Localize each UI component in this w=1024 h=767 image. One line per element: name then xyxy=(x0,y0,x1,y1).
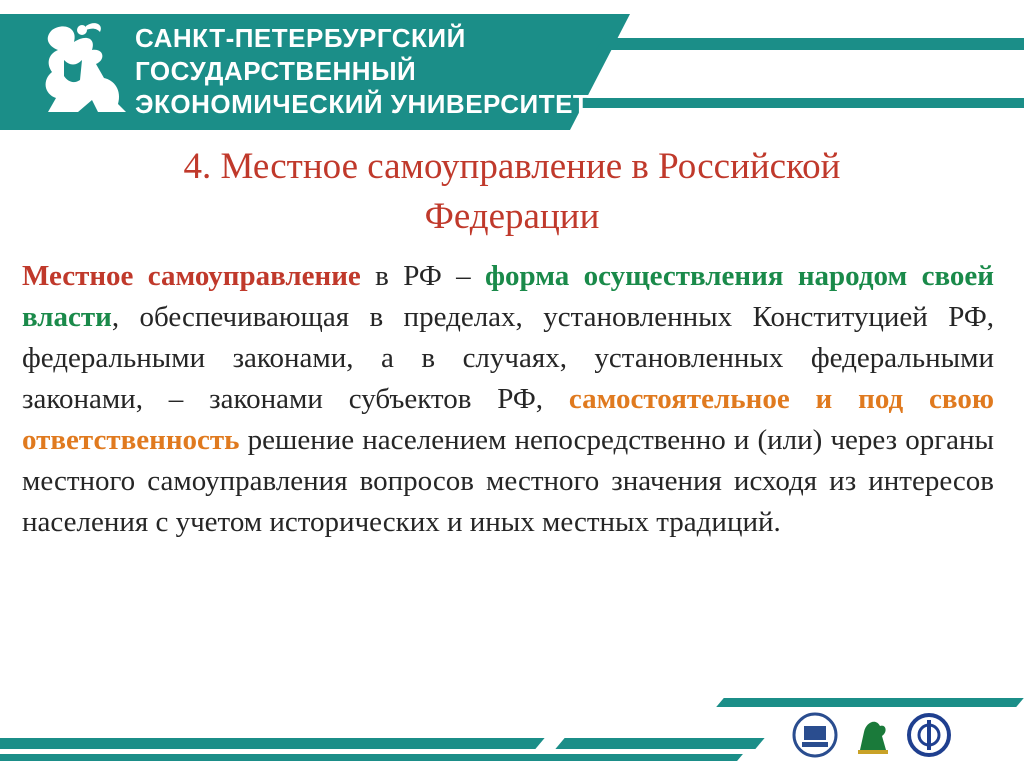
inzhekon-logo-icon xyxy=(792,712,838,758)
definition-term: Местное самоуправление xyxy=(22,260,361,292)
unecon-emblem-logo-icon xyxy=(906,712,952,758)
university-name-line: САНКТ-ПЕТЕРБУРГСКИЙ xyxy=(135,23,466,53)
university-name-line: ЭКОНОМИЧЕСКИЙ УНИВЕРСИТЕТ xyxy=(135,89,590,119)
university-name-line: ГОСУДАРСТВЕННЫЙ xyxy=(135,56,417,86)
definition-text: , обеспечивающая в пределах, установленных Конституцией РФ, федеральными законами, а в случаях, установленных федеральными законами, – законами субъектов РФ, xyxy=(22,301,994,415)
footer-stripe xyxy=(716,698,1024,707)
slide-title-line: 4. Местное самоуправление в Российской xyxy=(183,146,841,187)
definition-highlight-green: форма осуществления народом своей власти xyxy=(22,260,994,333)
university-name xyxy=(135,22,589,121)
definition-text: решение населением непосредственно и (или) через органы местного самоуправления вопросов местного значения исходя из интересов населения с учетом исторических и иных местных традиций. xyxy=(22,424,994,538)
footer-stripe xyxy=(0,738,545,749)
header-stripe xyxy=(556,98,1024,108)
footer-stripe xyxy=(0,754,743,761)
slide-title xyxy=(60,142,964,242)
slide-title-line: Федерации xyxy=(424,196,600,237)
definition-highlight-orange: самостоятельное и под свою ответственность xyxy=(22,383,994,456)
finek-griffin-logo-icon xyxy=(850,712,896,758)
griffin-icon xyxy=(34,20,130,118)
definition-paragraph xyxy=(22,256,994,543)
definition-text: в РФ – xyxy=(360,260,485,292)
footer-stripe xyxy=(555,738,764,749)
header-stripe xyxy=(596,38,1024,50)
